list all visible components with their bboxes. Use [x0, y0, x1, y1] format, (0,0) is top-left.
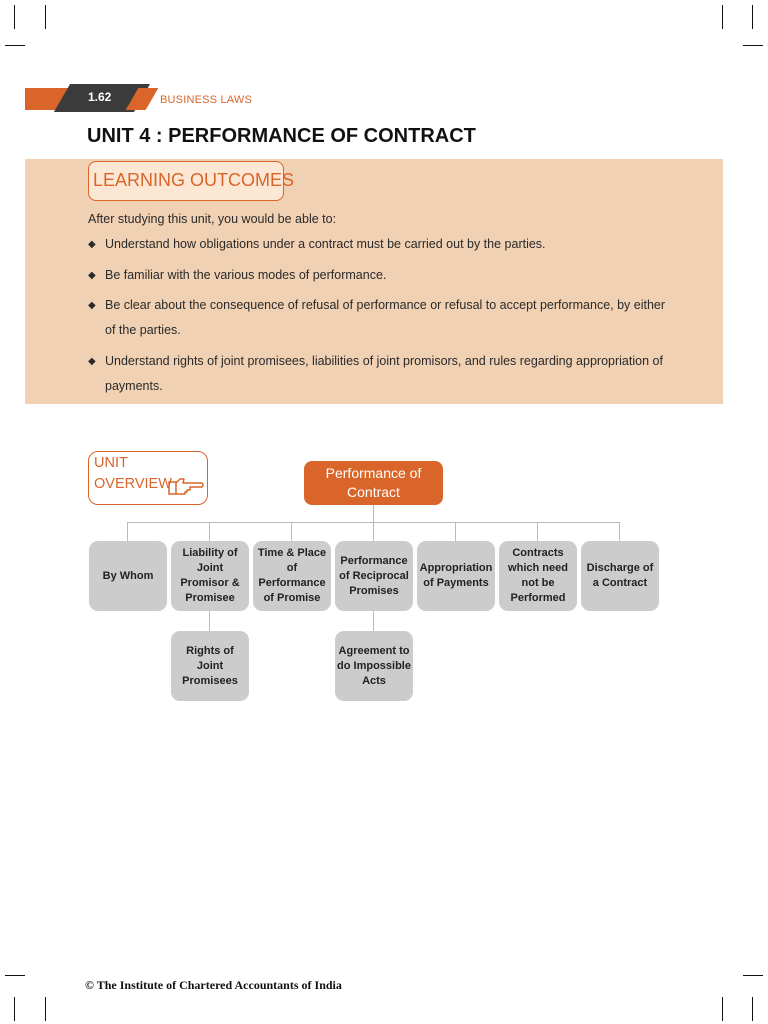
connector-line [537, 522, 538, 541]
bullet-icon: ◆ [88, 239, 96, 250]
crop-mark [752, 5, 753, 29]
list-item [88, 263, 678, 288]
connector-line [455, 522, 456, 541]
page-footer: © The Institute of Chartered Accountants of India [85, 978, 342, 992]
connector-line [619, 522, 620, 541]
crop-mark [743, 975, 763, 976]
crop-mark [5, 975, 25, 976]
unit-overview-label: UNIT [94, 455, 128, 471]
list-item [88, 349, 668, 399]
bullet-icon: ◆ [88, 270, 96, 281]
crop-mark [14, 5, 15, 29]
diagram-subnode: Agreement to do Impossible Acts [335, 631, 413, 701]
list-item-text: Be familiar with the various modes of performance. [105, 268, 387, 282]
bullet-icon: ◆ [88, 300, 96, 311]
crop-mark [743, 45, 763, 46]
diagram-node: Performance of Reciprocal Promises [335, 541, 413, 611]
learning-outcomes-intro: After studying this unit, you would be able to: [88, 212, 337, 226]
crop-mark [45, 5, 46, 29]
page-number: 1.62 [88, 90, 112, 104]
diagram-node: Liability of Joint Promisor & Promisee [171, 541, 249, 611]
crop-mark [722, 997, 723, 1021]
diagram-node: Appropriation of Payments [417, 541, 495, 611]
crop-mark [45, 997, 46, 1021]
connector-line [127, 522, 128, 541]
list-item-text: Understand how obligations under a contract must be carried out by the parties. [105, 237, 546, 251]
diagram-node: Contracts which need not be Performed [499, 541, 577, 611]
crop-mark [5, 45, 25, 46]
learning-outcomes-heading: LEARNING OUTCOMES [93, 170, 295, 190]
crop-mark [14, 997, 15, 1021]
diagram-root-node: Performance of Contract [304, 461, 443, 505]
connector-line [291, 522, 292, 541]
running-head: BUSINESS LAWS [160, 94, 253, 106]
list-item-text: Understand rights of joint promisees, liabilities of joint promisors, and rules regarding appropriation of payments. [105, 354, 663, 393]
connector-line [373, 505, 374, 523]
crop-mark [722, 5, 723, 29]
connector-line [209, 522, 210, 541]
unit-overview-label: OVERVIEW [94, 476, 172, 492]
diagram-node: Time & Place of Performance of Promise [253, 541, 331, 611]
connector-line [209, 611, 210, 631]
pointing-hand-icon [166, 474, 206, 498]
list-item [88, 232, 678, 257]
connector-line [373, 611, 374, 631]
list-item [88, 293, 668, 343]
page-title: UNIT 4 : PERFORMANCE OF CONTRACT [87, 125, 476, 147]
diagram-node: By Whom [89, 541, 167, 611]
list-item-text: Be clear about the consequence of refusal of performance or refusal to accept performance, by either of the parties. [105, 298, 666, 337]
crop-mark [752, 997, 753, 1021]
bullet-icon: ◆ [88, 356, 96, 367]
connector-line [373, 522, 374, 541]
diagram-node: Discharge of a Contract [581, 541, 659, 611]
diagram-subnode: Rights of Joint Promisees [171, 631, 249, 701]
